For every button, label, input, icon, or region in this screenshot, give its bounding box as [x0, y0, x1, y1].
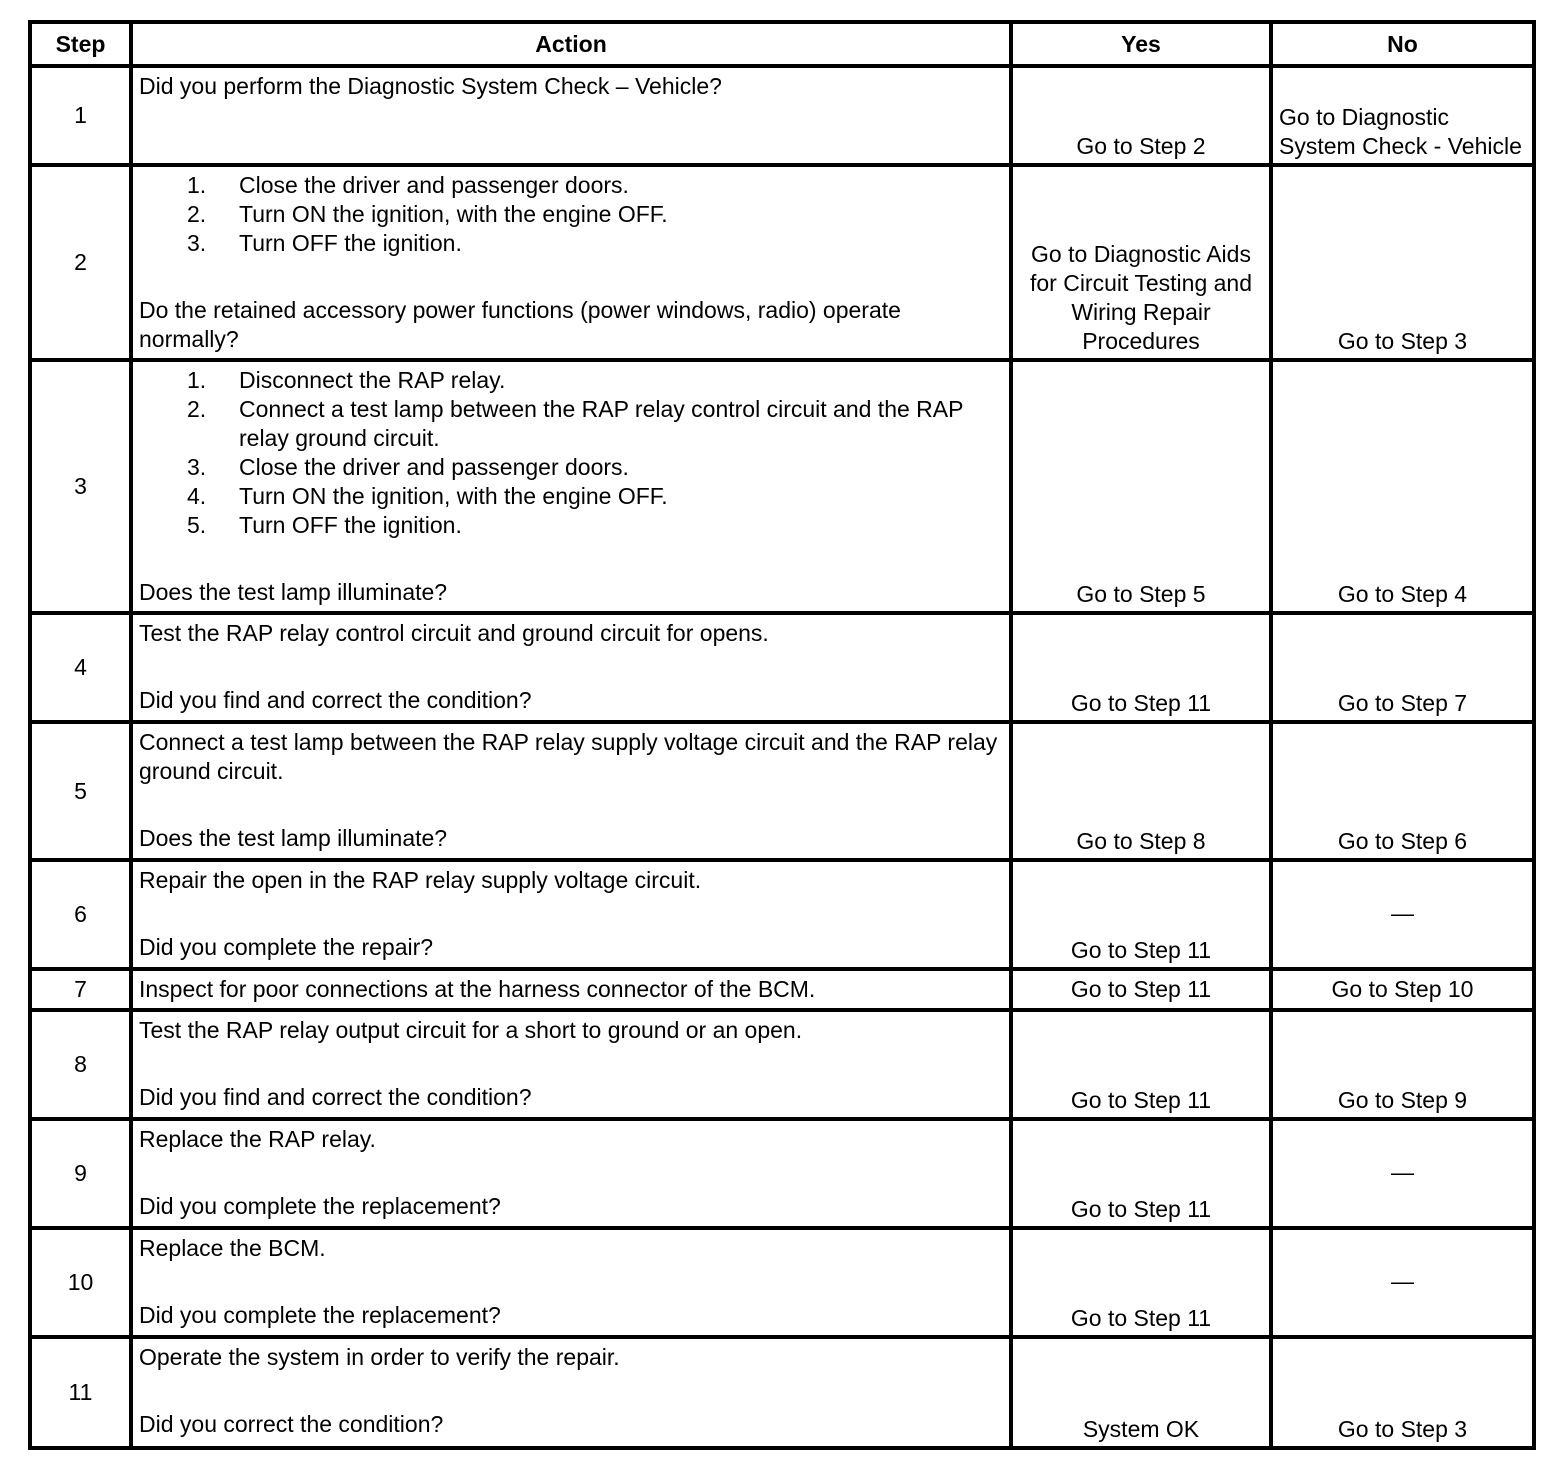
item-number: 1. [187, 172, 207, 198]
table-row [30, 613, 1534, 722]
step-number: 2 [30, 165, 131, 360]
action-intro: Repair the open in the RAP relay supply voltage circuit. [139, 867, 702, 893]
header-no: No [1271, 22, 1534, 66]
table-row [30, 1337, 1534, 1448]
table-row [30, 66, 1534, 165]
table-row [30, 1228, 1534, 1337]
action-question: Does the test lamp illuminate? [139, 579, 448, 605]
action-cell [131, 1337, 1011, 1448]
step-number: 3 [30, 360, 131, 613]
action-steps [139, 171, 1003, 258]
action-question: Did you complete the repair? [139, 934, 434, 960]
step-number: 11 [30, 1337, 131, 1448]
list-item [187, 200, 1003, 229]
header-row [30, 22, 1534, 66]
header-yes: Yes [1011, 22, 1271, 66]
table-row [30, 1119, 1534, 1228]
list-item [187, 171, 1003, 200]
table-row [30, 722, 1534, 860]
yes-cell: Go to Step 11 [1011, 1228, 1271, 1337]
yes-cell: Go to Step 11 [1011, 613, 1271, 722]
step-number: 9 [30, 1119, 131, 1228]
item-text: Close the driver and passenger doors. [239, 172, 629, 198]
action-intro: Replace the BCM. [139, 1235, 326, 1261]
action-cell [131, 66, 1011, 165]
action-question: Does the test lamp illuminate? [139, 825, 448, 851]
list-item [187, 482, 1003, 511]
table-row [30, 1010, 1534, 1119]
yes-cell: Go to Step 11 [1011, 1119, 1271, 1228]
yes-cell: Go to Step 11 [1011, 969, 1271, 1010]
item-text: Connect a test lamp between the RAP relay control circuit and the RAP relay ground circuit. [239, 396, 964, 451]
item-text: Turn OFF the ignition. [239, 512, 462, 538]
table-row [30, 969, 1534, 1010]
action-cell [131, 1119, 1011, 1228]
action-intro: Did you perform the Diagnostic System Check – Vehicle? [139, 73, 722, 99]
action-question: Do the retained accessory power functions (power windows, radio) operate normally? [139, 297, 901, 352]
no-cell: Go to Step 6 [1271, 722, 1534, 860]
yes-cell: Go to Step 2 [1011, 66, 1271, 165]
step-number: 4 [30, 613, 131, 722]
item-number: 2. [187, 201, 207, 227]
step-number: 10 [30, 1228, 131, 1337]
action-cell [131, 969, 1011, 1010]
action-intro: Operate the system in order to verify the repair. [139, 1344, 620, 1370]
action-cell [131, 165, 1011, 360]
action-cell [131, 613, 1011, 722]
no-cell: Go to Step 3 [1271, 1337, 1534, 1448]
item-number: 5. [187, 512, 207, 538]
no-cell: Go to Step 7 [1271, 613, 1534, 722]
diagnostic-table [28, 20, 1536, 1450]
table-row [30, 360, 1534, 613]
action-question: Did you complete the replacement? [139, 1302, 501, 1328]
action-question: Did you find and correct the condition? [139, 687, 532, 713]
no-cell: — [1271, 1228, 1534, 1337]
item-text: Close the driver and passenger doors. [239, 454, 629, 480]
action-cell [131, 722, 1011, 860]
step-number: 1 [30, 66, 131, 165]
item-number: 3. [187, 230, 207, 256]
yes-cell: Go to Step 8 [1011, 722, 1271, 860]
action-question: Did you complete the replacement? [139, 1193, 501, 1219]
no-cell: Go to Step 10 [1271, 969, 1534, 1010]
action-question: Did you find and correct the condition? [139, 1084, 532, 1110]
item-number: 1. [187, 367, 207, 393]
yes-cell: Go to Step 11 [1011, 1010, 1271, 1119]
no-cell: — [1271, 860, 1534, 969]
header-step: Step [30, 22, 131, 66]
action-intro: Test the RAP relay control circuit and ground circuit for opens. [139, 620, 769, 646]
action-steps [139, 366, 1003, 540]
action-intro: Test the RAP relay output circuit for a short to ground or an open. [139, 1017, 803, 1043]
header-action: Action [131, 22, 1011, 66]
no-cell: Go to Diagnostic System Check - Vehicle [1271, 66, 1534, 165]
item-text: Turn OFF the ignition. [239, 230, 462, 256]
action-cell [131, 360, 1011, 613]
no-cell: Go to Step 3 [1271, 165, 1534, 360]
item-text: Turn ON the ignition, with the engine OFF. [239, 201, 668, 227]
item-number: 3. [187, 454, 207, 480]
list-item [187, 395, 1003, 453]
table-row [30, 860, 1534, 969]
no-cell: — [1271, 1119, 1534, 1228]
action-cell [131, 1010, 1011, 1119]
action-question: Did you correct the condition? [139, 1411, 444, 1437]
step-number: 7 [30, 969, 131, 1010]
action-cell [131, 860, 1011, 969]
item-text: Turn ON the ignition, with the engine OFF. [239, 483, 668, 509]
list-item [187, 366, 1003, 395]
step-number: 8 [30, 1010, 131, 1119]
item-text: Disconnect the RAP relay. [239, 367, 506, 393]
no-cell: Go to Step 9 [1271, 1010, 1534, 1119]
action-cell [131, 1228, 1011, 1337]
no-cell: Go to Step 4 [1271, 360, 1534, 613]
list-item [187, 511, 1003, 540]
step-number: 5 [30, 722, 131, 860]
list-item [187, 453, 1003, 482]
item-number: 4. [187, 483, 207, 509]
action-intro: Replace the RAP relay. [139, 1126, 376, 1152]
yes-cell: System OK [1011, 1337, 1271, 1448]
action-intro: Connect a test lamp between the RAP relay supply voltage circuit and the RAP relay ground circuit. [139, 729, 998, 784]
yes-cell: Go to Diagnostic Aids for Circuit Testing and Wiring Repair Procedures [1011, 165, 1271, 360]
item-number: 2. [187, 396, 207, 422]
list-item [187, 229, 1003, 258]
step-number: 6 [30, 860, 131, 969]
action-intro: Inspect for poor connections at the harness connector of the BCM. [139, 976, 816, 1002]
yes-cell: Go to Step 11 [1011, 860, 1271, 969]
yes-cell: Go to Step 5 [1011, 360, 1271, 613]
table-row [30, 165, 1534, 360]
